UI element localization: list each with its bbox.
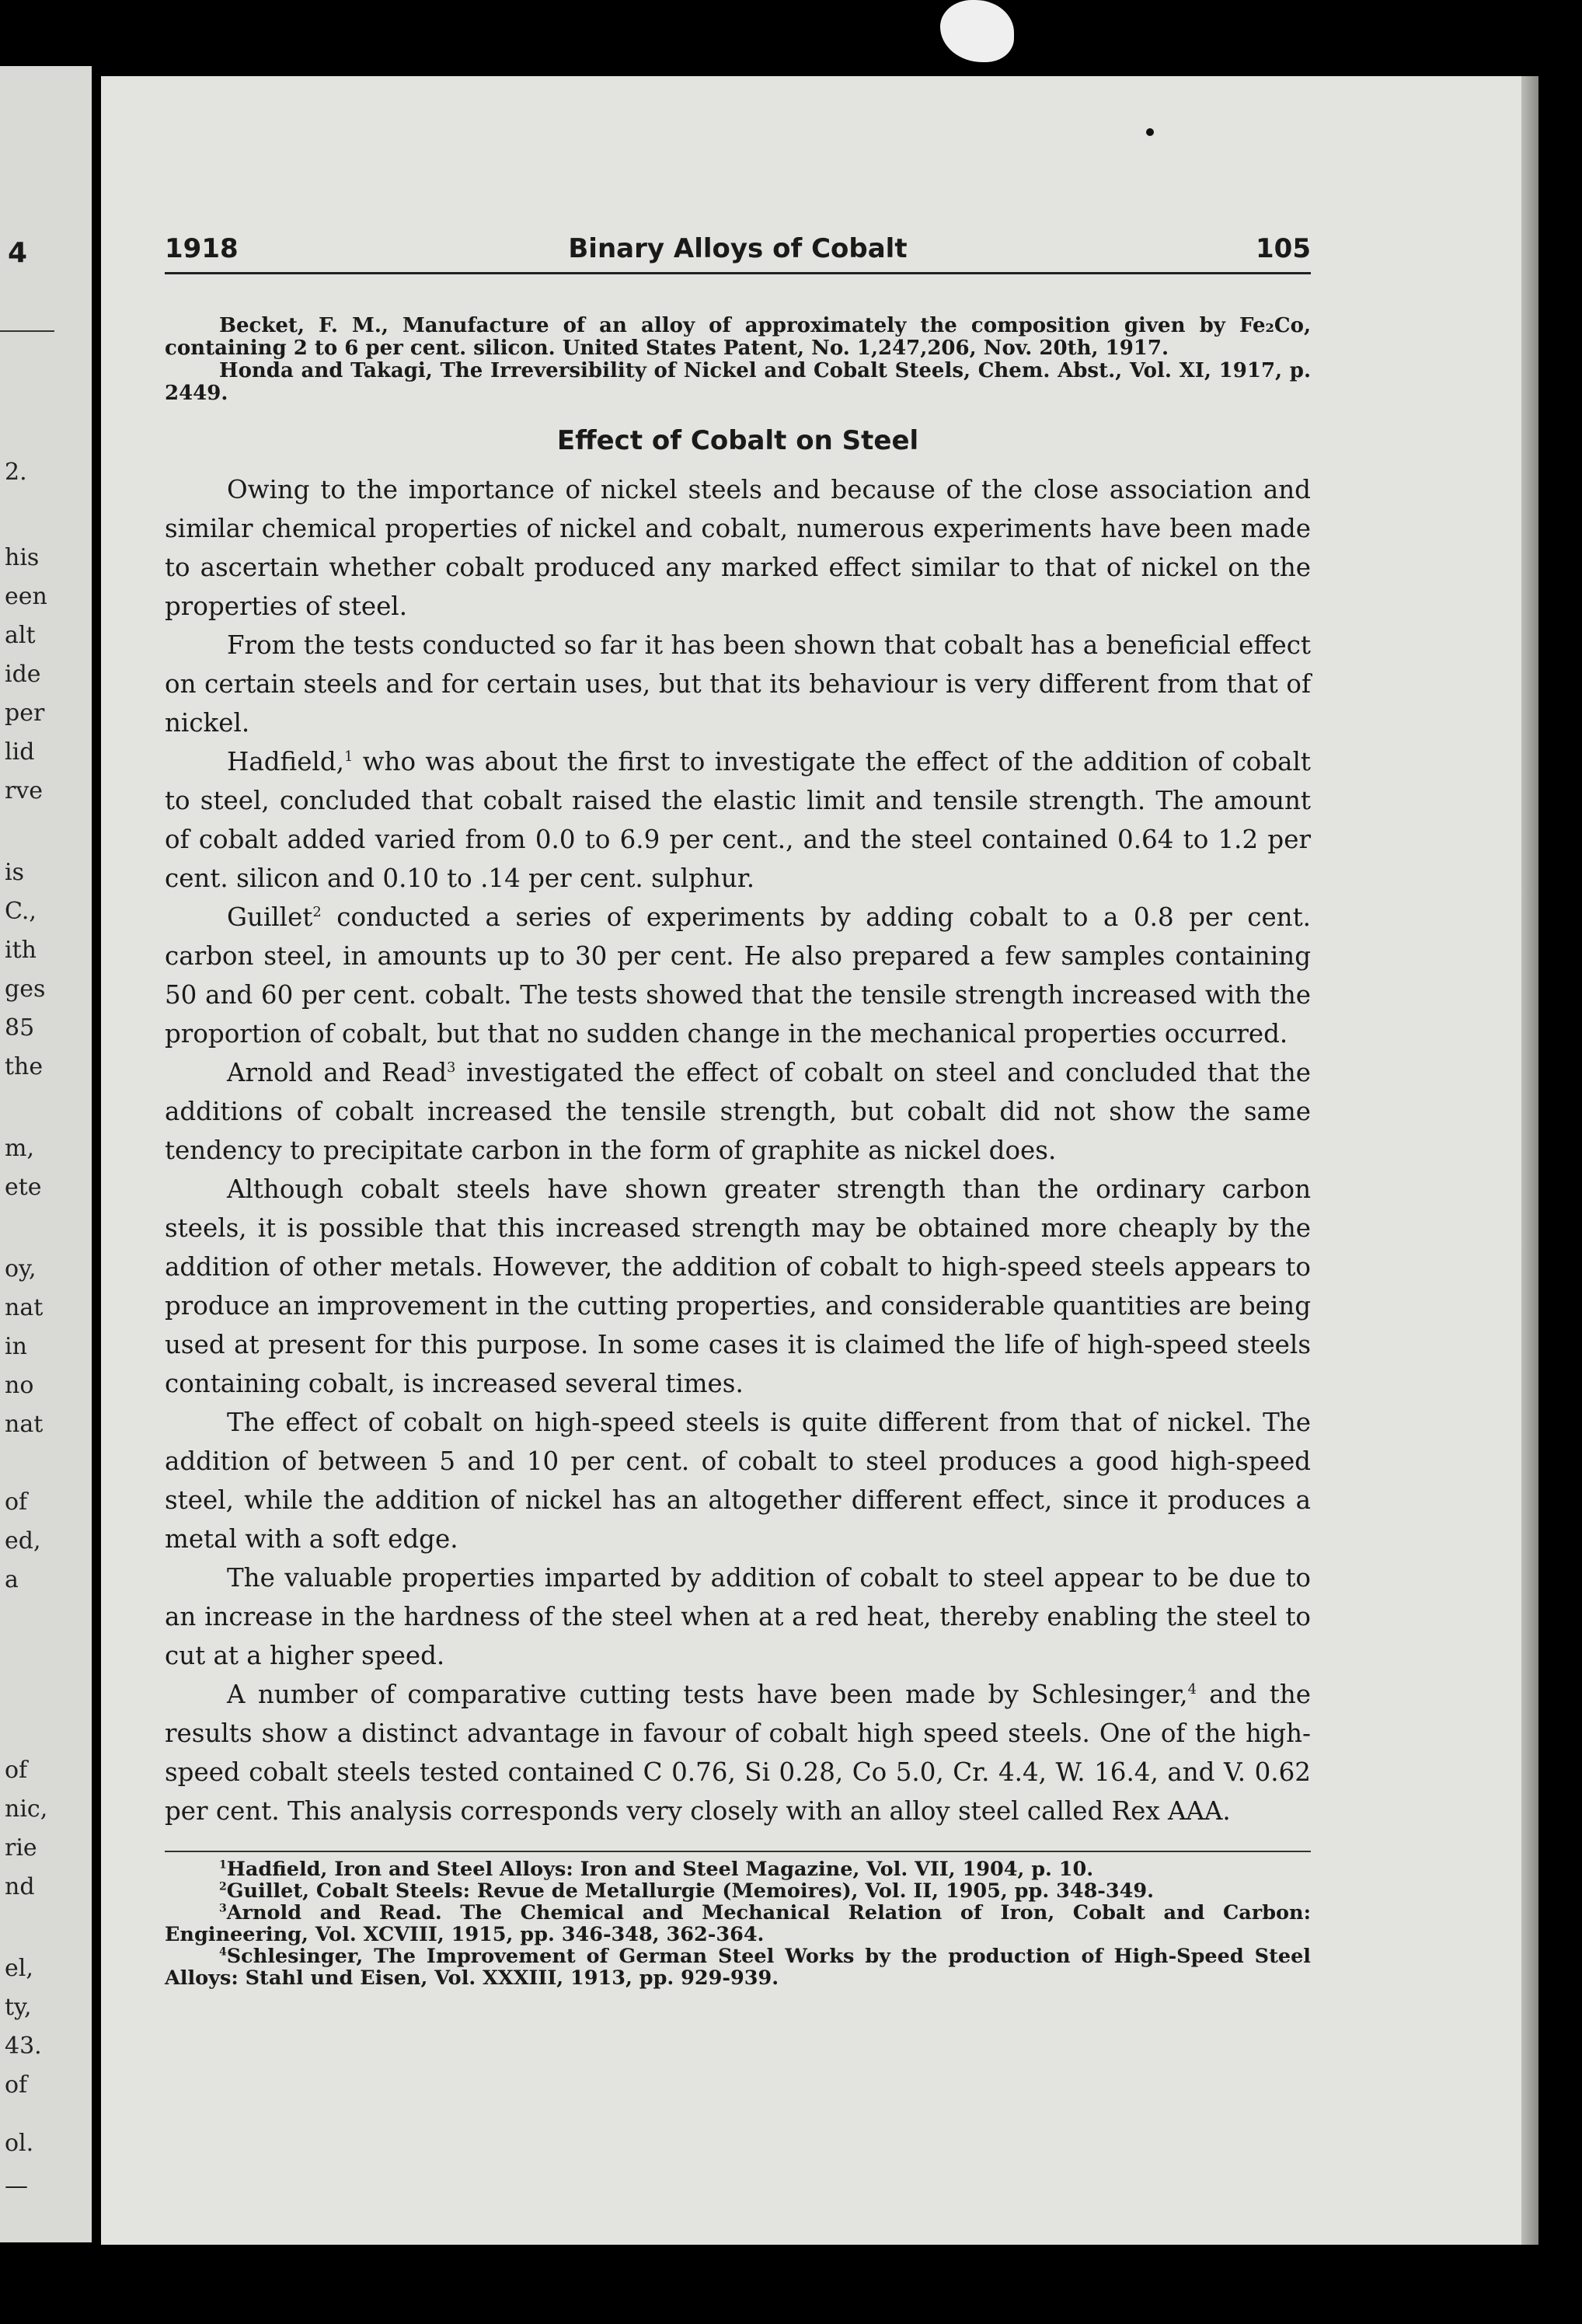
left-page-text-fragment: 43. <box>5 2033 42 2060</box>
footnote-number: 3 <box>219 1902 227 1915</box>
left-page-text-fragment: per <box>5 700 45 727</box>
paragraph-text: Owing to the importance of nickel steels and because of the close association and similar chemical properties of nickel and cobalt, numerous experiments have been made to ascertain whether cobalt produced any marked effect similar to that of nickel on the properties of steel. <box>165 475 1311 621</box>
left-page-text-fragment: C., <box>5 898 37 925</box>
left-page-text-fragment: m, <box>5 1135 34 1162</box>
left-page-text-fragment: a <box>5 1566 19 1593</box>
left-page-text-fragment: no <box>5 1372 34 1399</box>
footnote-text: Schlesinger, The Improvement of German Steel Works by the production of High-Speed Steel Alloys: Stahl und Eisen, Vol. XXXIII, 1913, pp. 929-939. <box>165 1945 1311 1990</box>
body-text <box>165 470 1311 1830</box>
left-page-text-fragment: ges <box>5 975 46 1003</box>
running-head <box>165 233 1311 272</box>
left-page-text-fragment: ide <box>5 661 41 688</box>
left-page-text-fragment: oy, <box>5 1255 37 1282</box>
left-page-edge <box>0 66 92 2242</box>
paragraph-text: From the tests conducted so far it has been shown that cobalt has a beneficial effect on certain steels and for certain uses, but that its behaviour is very different from that of nickel. <box>165 630 1311 738</box>
footnote <box>165 1880 1311 1902</box>
left-page-text-fragment: nic, <box>5 1795 48 1823</box>
paragraph <box>165 1558 1311 1675</box>
left-page-text-fragment: lid <box>5 738 35 766</box>
left-page-text-fragment: is <box>5 859 24 886</box>
header-rule <box>165 272 1311 274</box>
left-page-text-fragment: rie <box>5 1834 37 1862</box>
paragraph <box>165 1170 1311 1403</box>
paragraph <box>165 1675 1311 1830</box>
left-page-text-fragment: ete <box>5 1174 42 1201</box>
left-header-rule <box>0 330 54 332</box>
left-page-text-fragment: — <box>5 2172 28 2200</box>
paragraph <box>165 626 1311 742</box>
footnote-rule <box>165 1851 1311 1852</box>
paragraph-text: The valuable properties imparted by addition of cobalt to steel appear to be due to an increase in the hardness of the steel when at a red heat, thereby enabling the steel to cut at a higher speed. <box>165 1563 1311 1670</box>
paragraph-text: Hadfield, <box>227 747 344 776</box>
left-page-text-fragment: 85 <box>5 1014 35 1042</box>
paragraph <box>165 1403 1311 1558</box>
footnote-number: 1 <box>219 1858 227 1872</box>
footnote <box>165 1858 1311 1880</box>
paragraph-text: who was about the first to investigate the effect of the addition of cobalt to steel, concluded that cobalt raised the elastic limit and tensile strength. The amount of cobalt added varied from 0.0 to 6.9 per cent., and the steel contained 0.64 to 1.2 per cent. silicon and 0.10 to .14 per cent. sulphur. <box>165 747 1311 893</box>
footnote-number: 2 <box>219 1880 227 1893</box>
left-page-text-fragment: rve <box>5 777 44 804</box>
paragraph-text: Guillet <box>227 902 313 932</box>
page-number: 105 <box>1256 233 1311 264</box>
left-page-text-fragment: ty, <box>5 1994 32 2021</box>
section-title: Effect of Cobalt on Steel <box>556 425 919 456</box>
paragraph-text: conducted a series of experiments by adding cobalt to a 0.8 per cent. carbon steel, in amounts up to 30 per cent. He also prepared a few samples containing 50 and 60 per cent. cobalt. The tests showed that the tensile strength increased with the proportion of cobalt, but that no sudden change in the mechanical properties occurred. <box>165 902 1311 1049</box>
left-page-text-fragment: 2. <box>5 459 27 486</box>
left-page-text-fragment: ed, <box>5 1527 41 1555</box>
paper-hole <box>940 0 1014 62</box>
page-edge-shadow <box>1521 76 1538 2245</box>
left-page-text-fragment: nd <box>5 1873 35 1900</box>
paragraph-text: The effect of cobalt on high-speed steels is quite different from that of nickel. The addition of between 5 and 10 per cent. of cobalt to steel produces a good high-speed steel, while the addition of nickel has an altogether different effect, since it produces a metal with a soft edge. <box>165 1408 1311 1554</box>
footnote-marker: 3 <box>447 1059 456 1077</box>
paragraph <box>165 742 1311 898</box>
left-page-number: 4 <box>8 237 28 269</box>
reference-entry <box>165 315 1311 360</box>
left-page-text-fragment: een <box>5 583 47 610</box>
reference-text: The Irreversibility of Nickel and Cobalt Steels, Chem. Abst., Vol. XI, 1917, p. 2449. <box>165 359 1311 405</box>
left-page-text-fragment: ith <box>5 937 37 964</box>
footnote-marker: 4 <box>1187 1681 1197 1698</box>
header-year: 1918 <box>165 233 239 264</box>
left-page-text-fragment: of <box>5 1757 28 1784</box>
footnote-marker: 2 <box>312 904 322 921</box>
paragraph <box>165 898 1311 1053</box>
footnote-text: Guillet, Cobalt Steels: Revue de Metallurgie (Memoires), Vol. II, 1905, pp. 348-349. <box>226 1879 1154 1903</box>
footnote-marker: 1 <box>343 748 354 766</box>
paragraph-text: and the results show a distinct advantage in favour of cobalt high speed steels. One of the high-speed cobalt steels tested contained C 0.76, Si 0.28, Co 5.0, Cr. 4.4, W. 16.4, and V. 0.62 per cent. This analysis corresponds very closely with an alloy steel called Rex AAA. <box>165 1680 1312 1826</box>
left-page-text-fragment: of <box>5 2071 28 2099</box>
paragraph-text: Arnold and Read <box>227 1058 448 1087</box>
reference-entry <box>165 360 1311 405</box>
footnote <box>165 1902 1311 1945</box>
page-content <box>165 233 1311 1989</box>
left-page-text-fragment: el, <box>5 1955 33 1982</box>
footnote-number: 4 <box>219 1945 227 1959</box>
footnote <box>165 1945 1311 1989</box>
left-page-text-fragment: of <box>5 1488 28 1516</box>
top-references <box>165 315 1311 405</box>
footnote-text: Hadfield, Iron and Steel Alloys: Iron and Steel Magazine, Vol. VII, 1904, p. 10. <box>226 1858 1094 1881</box>
paragraph-text: A number of comparative cutting tests have been made by Schlesinger, <box>227 1680 1188 1709</box>
ink-spot <box>1146 128 1154 136</box>
paragraph-text: investigated the effect of cobalt on steel and concluded that the additions of cobalt increased the tensile strength, but cobalt did not show the same tendency to precipitate carbon in the form of graphite as nickel does. <box>165 1058 1311 1165</box>
reference-text: Manufacture of an alloy of approximately the composition given by Fe₂Co, containing 2 to 6 per cent. silicon. United States Patent, No. 1,247,206, Nov. 20th, 1917. <box>165 314 1311 360</box>
header-title: Binary Alloys of Cobalt <box>568 233 908 264</box>
left-page-text-fragment: the <box>5 1053 44 1080</box>
left-page-text-fragment: nat <box>5 1411 44 1438</box>
paragraph-text: Although cobalt steels have shown greater strength than the ordinary carbon steels, it is possible that this increased strength may be obtained more cheaply by the addition of other metals. However, the addition of cobalt to high-speed steels appears to produce an improvement in the cutting properties, and considerable quantities are being used at present for this purpose. In some cases it is claimed the life of high-speed steels containing cobalt, is increased several times. <box>165 1174 1311 1398</box>
footnotes <box>165 1858 1311 1989</box>
left-page-text-fragment: alt <box>5 622 36 649</box>
left-page-text-fragment: ol. <box>5 2130 34 2157</box>
left-page-text-fragment: nat <box>5 1294 44 1321</box>
paragraph <box>165 1053 1311 1170</box>
left-page-text-fragment: his <box>5 544 40 571</box>
footnote-text: Arnold and Read. The Chemical and Mechanical Relation of Iron, Cobalt and Carbon: Engineering, Vol. XCVIII, 1915, pp. 346-348, 362-364. <box>165 1901 1311 1946</box>
left-page-text-fragment: in <box>5 1333 27 1360</box>
reference-author: Honda and Takagi, <box>219 359 433 382</box>
reference-author: Becket, F. M., <box>219 314 389 337</box>
paragraph <box>165 470 1311 626</box>
